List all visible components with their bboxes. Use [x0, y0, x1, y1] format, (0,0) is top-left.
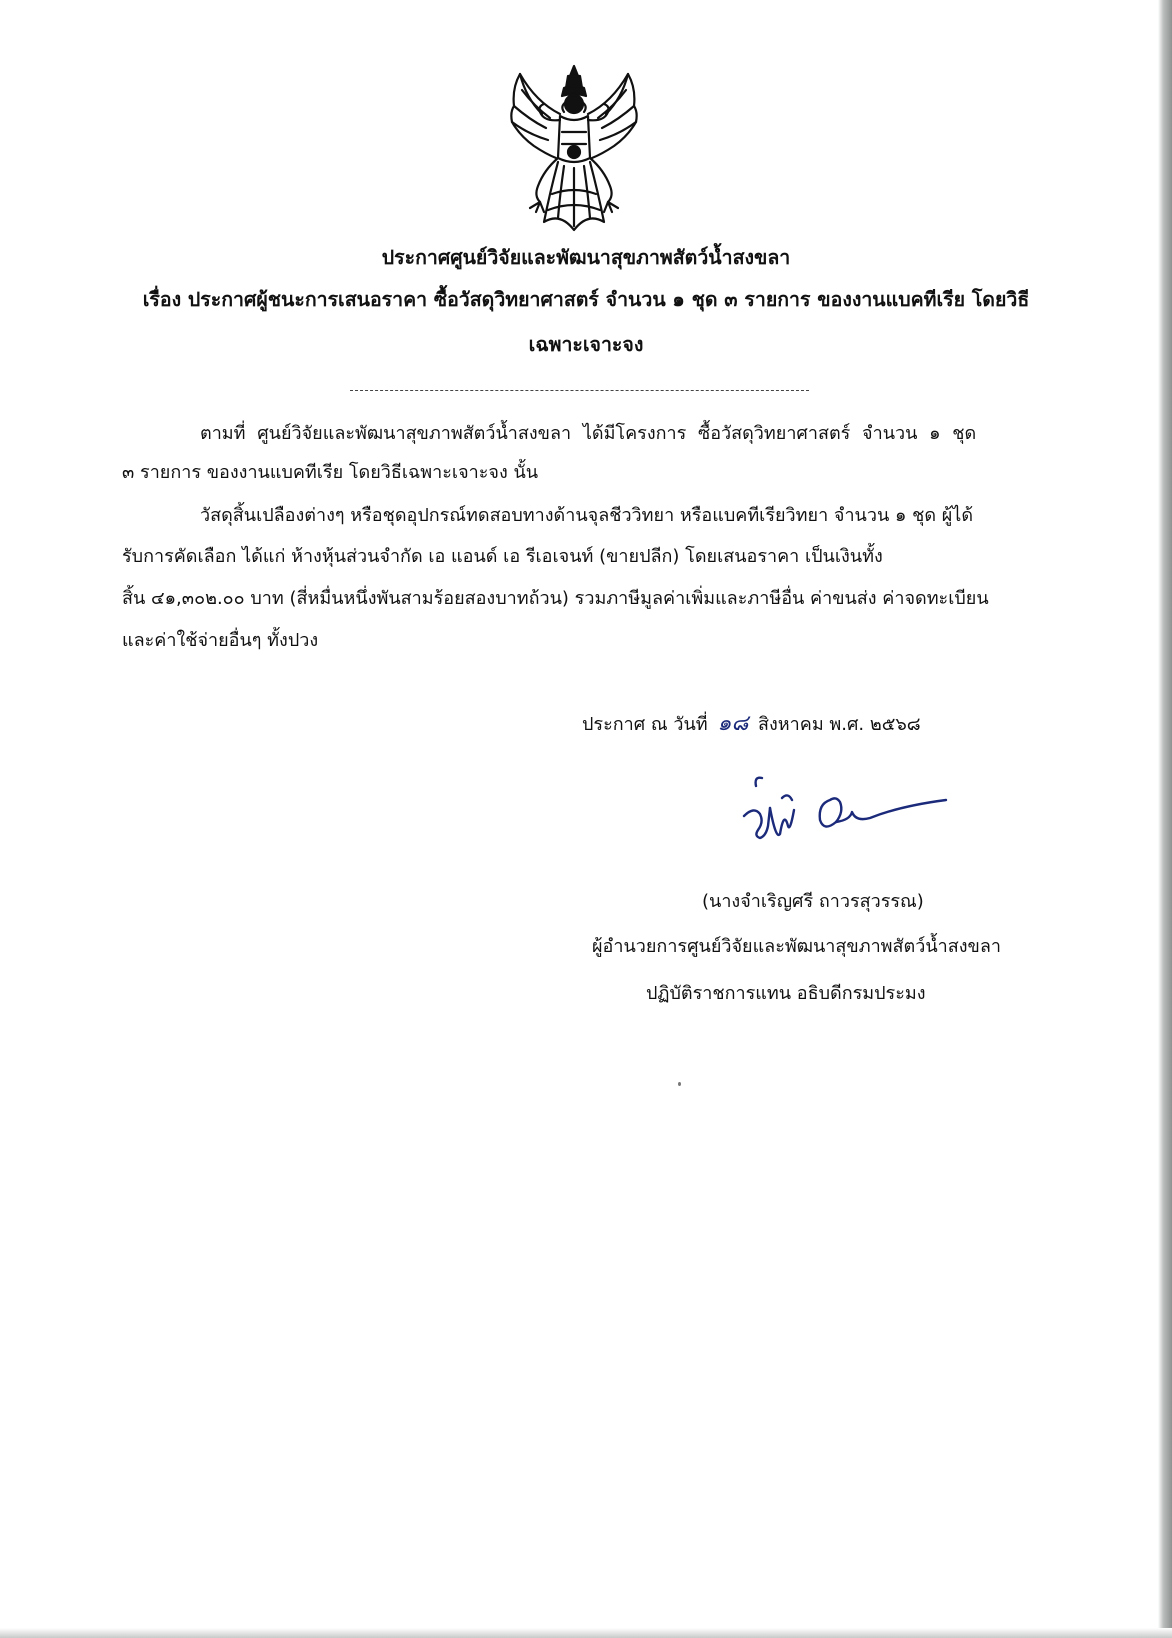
signatory-name: (นางจำเริญศรี ถาวรสุวรรณ) — [702, 891, 924, 912]
body-paragraph-2-line-4: และค่าใช้จ่ายอื่นๆ ทั้งปวง — [122, 630, 319, 651]
date-prefix: ประกาศ ณ วันที่ — [582, 714, 708, 735]
scan-speck — [678, 1082, 681, 1086]
date-suffix: สิงหาคม พ.ศ. ๒๕๖๘ — [758, 714, 921, 735]
scan-edge-bottom — [0, 1628, 1172, 1638]
body-paragraph-1-line-2: ๓ รายการ ของงานแบคทีเรีย โดยวิธีเฉพาะเจาะจง นั้น — [122, 462, 539, 483]
announcement-date — [582, 712, 921, 737]
garuda-emblem-icon — [500, 62, 648, 234]
body-paragraph-1-line-1: ตามที่ ศูนย์วิจัยและพัฒนาสุขภาพสัตว์น้ำสงขลา ได้มีโครงการ ซื้อวัสดุวิทยาศาสตร์ จำนวน ๑ ชุด — [200, 423, 977, 444]
separator-rule — [350, 390, 809, 391]
handwritten-signature-icon — [740, 770, 966, 860]
announcement-title: ประกาศศูนย์วิจัยและพัฒนาสุขภาพสัตว์น้ำสงขลา — [381, 246, 791, 269]
signatory-acting-on-behalf: ปฏิบัติราชการแทน อธิบดีกรมประมง — [646, 983, 926, 1004]
body-paragraph-2-line-1: วัสดุสิ้นเปลืองต่างๆ หรือชุดอุปกรณ์ทดสอบทางด้านจุลชีววิทยา หรือแบคทีเรียวิทยา จำนวน ๑ ชุด ผู้ได้ — [200, 505, 974, 526]
handwritten-day: ๑๘ — [717, 711, 749, 736]
body-paragraph-2-line-3: สิ้น ๔๑,๓๐๒.๐๐ บาท (สี่หมื่นหนึ่งพันสามร้อยสองบาทถ้วน) รวมภาษีมูลค่าเพิ่มและภาษีอื่น ค่าขนส่ง ค่าจดทะเบียน — [122, 588, 989, 609]
subject-line-continued: เฉพาะเจาะจง — [528, 333, 644, 356]
subject-line: เรื่อง ประกาศผู้ชนะการเสนอราคา ซื้อวัสดุวิทยาศาสตร์ จำนวน ๑ ชุด ๓ รายการ ของงานแบคทีเรีย โดยวิธี — [142, 288, 1030, 311]
body-paragraph-2-line-2: รับการคัดเลือก ได้แก่ ห้างหุ้นส่วนจำกัด เอ แอนด์ เอ รีเอเจนท์ (ขายปลีก) โดยเสนอราคา เป็นเงินทั้ง — [122, 546, 883, 567]
signatory-position: ผู้อำนวยการศูนย์วิจัยและพัฒนาสุขภาพสัตว์น้ำสงขลา — [592, 936, 1001, 957]
